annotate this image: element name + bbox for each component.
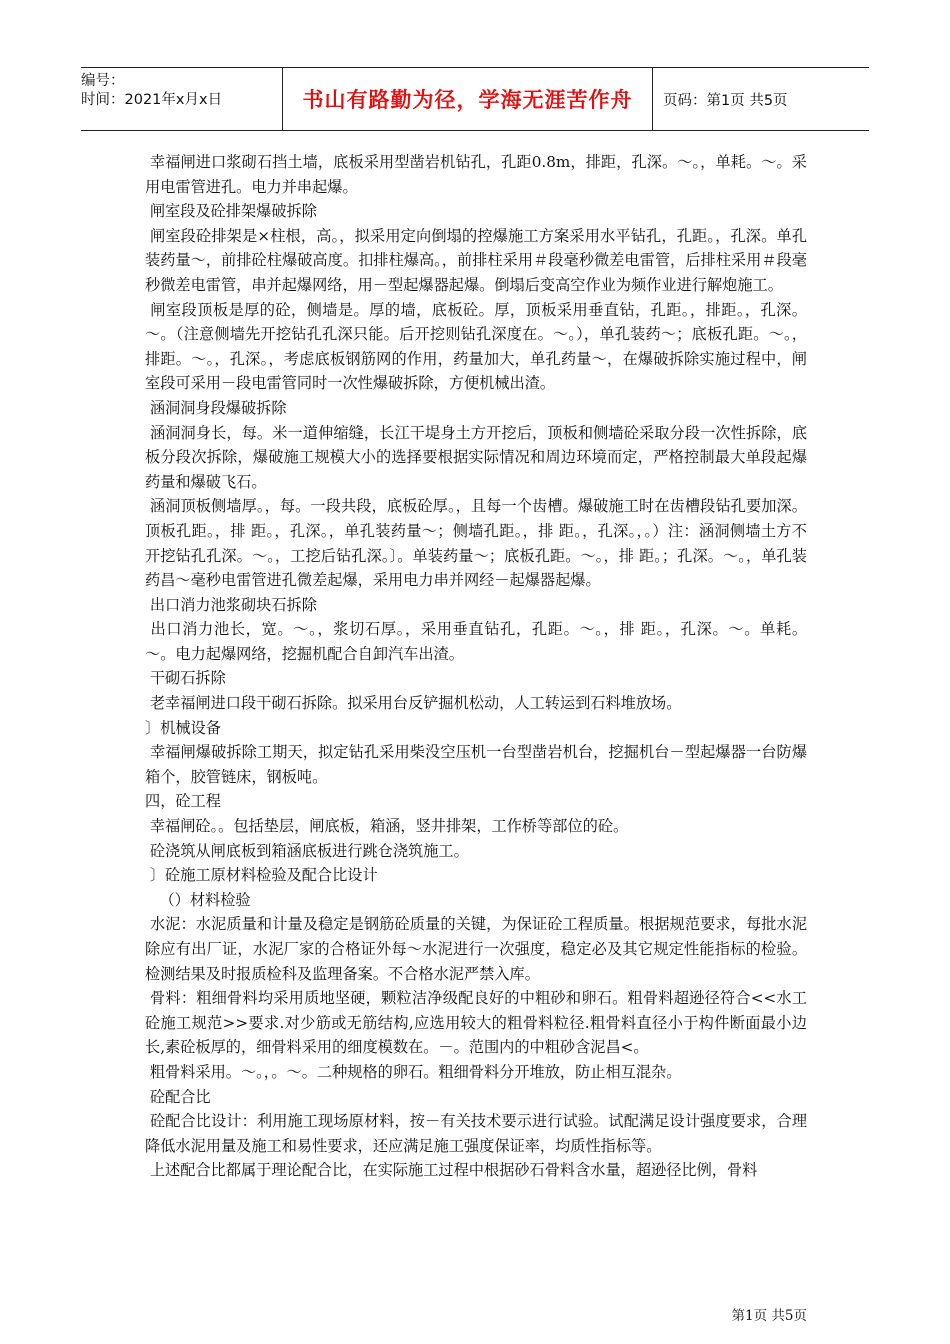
paragraph: 幸福闸爆破拆除工期天，拟定钻孔采用柴没空压机一台型凿岩机台，挖掘机台－型起爆器一台防爆箱个，胶管链床，钢板吨。 [145, 743, 808, 786]
paragraph: 水泥：水泥质量和计量及稳定是钢筋砼质量的关键，为保证砼工程质量。根据规范要求，每批水泥除应有出厂证，水泥厂家的合格证外每～水泥进行一次强度，稳定必及其它规定性能指标的检验。检测结果及时报质检科及监理备案。不合格水泥严禁入库。 [145, 915, 808, 983]
paragraph: 幸福闸进口浆砌石挡土墙，底板采用型凿岩机钻孔，孔距0.8m，排距，孔深。～。，单耗。～。采用电雷管进孔。电力并串起爆。 [145, 153, 807, 196]
header-page-cell [653, 68, 869, 130]
section-heading: 〕机械设备 [145, 718, 221, 737]
page-header [81, 67, 869, 131]
section-heading: （）材料检验 [145, 890, 251, 909]
document-body [145, 150, 807, 1183]
section-heading: 砼配合比 [145, 1087, 211, 1106]
section-heading: 涵洞洞身段爆破拆除 [145, 398, 287, 417]
section-heading: 干砌石拆除 [145, 669, 226, 688]
number-label: 编号： [81, 73, 125, 89]
section-heading: 闸室段及砼排架爆破拆除 [145, 202, 317, 221]
paragraph: 闸室段顶板是厚的砼，侧墙是。厚的墙，底板砼。厚，顶板采用垂直钻，孔距。，排距。，孔深。～。（注意侧墙先开挖钻孔孔深只能。后开挖则钻孔深度在。～。），单孔装药～；底板孔距。～。，排距。～。，孔深。，考虑底板钢筋网的作用，药量加大，单孔药量～，在爆破拆除实施过程中，闸室段可采用－段电雷管同时一次性爆破拆除，方便机械出渣。 [145, 300, 807, 393]
paragraph: 骨料：粗细骨料均采用质地坚硬，颗粒洁净级配良好的中粗砂和卵石。粗骨料超逊径符合<<水工砼施工规范>>要求.对少筋或无筋结构,应选用较大的粗骨料粒径.粗骨料直径小于构件断面最小边长,素砼板厚的，细骨料采用的细度模数在。－。范围内的中粗砂含泥昌<。 [145, 989, 808, 1057]
paragraph: 砼配合比设计：利用施工现场原材料，按－有关技术要示进行试验。试配满足设计强度要求，合理降低水泥用量及施工和易性要求，还应满足施工强度保证率，均质性指标等。 [145, 1112, 808, 1155]
paragraph: 出口消力池长，宽。～。，浆切石厚。，采用垂直钻孔，孔距。～。，排 距。，孔深。～。单耗。～。电力起爆网络，挖掘机配合自卸汽车出渣。 [145, 620, 808, 663]
paragraph: 涵洞顶板侧墙厚。，每。一段共段，底板砼厚。，且每一个齿槽。爆破施工时在齿槽段钻孔要加深。顶板孔距。，排 距。，孔深。，单孔装药量～；侧墙孔距。，排 距。，孔深。，。）注：涵洞侧墙土方不开挖钻孔孔深。～。，工挖后钻孔深。〕。单装药量～；底板孔距。～。，排 距。；孔深。～。，单孔装药昌～毫秒电雷管进孔微差起爆，采用电力串并网经－起爆器起爆。 [145, 497, 807, 590]
section-heading: 四，砼工程 [145, 792, 221, 811]
paragraph: 砼浇筑从闸底板到箱涵底板进行跳仓浇筑施工。 [145, 841, 469, 860]
time-label: 时间：2021年x月x日 [81, 92, 223, 108]
motto: 书山有路勤为径，学海无涯苦作舟 [302, 88, 633, 112]
paragraph: 粗骨料采用。～。，。～。二种规格的卵石。粗细骨料分开堆放，防止相互混杂。 [145, 1062, 682, 1081]
paragraph: 幸福闸砼。。包括垫层，闸底板，箱涵，竖井排架，工作桥等部位的砼。 [145, 817, 629, 836]
paragraph: 闸室段砼排架是×柱根，高。，拟采用定向倒塌的控爆施工方案采用水平钻孔，孔距。，孔深。单孔装药量～，前排砼柱爆破高度。扣排柱爆高。，前排柱采用＃段毫秒微差电雷管，后排柱采用＃段毫秒微差电雷管，串并起爆网络，用－型起爆器起爆。倒塌后变高空作业为频作业进行解炮施工。 [145, 226, 808, 294]
page-footer: 第1页 共5页 [731, 1308, 807, 1324]
header-motto-cell [283, 68, 653, 130]
paragraph: 上述配合比都属于理论配合比，在实际施工过程中根据砂石骨料含水量，超逊径比例，骨料 [145, 1161, 758, 1180]
paragraph: 老幸福闸进口段干砌石拆除。拟采用台反铲掘机松动，人工转运到石料堆放场。 [145, 694, 682, 713]
section-heading: 〕砼施工原材料检验及配合比设计 [145, 866, 378, 885]
page-label: 页码：第1页 共5页 [663, 92, 788, 109]
paragraph: 涵洞洞身长，每。米一道伸缩缝，长江干堤身土方开挖后，顶板和侧墙砼采取分段一次性拆除，底板分段次拆除，爆破施工规模大小的选择要根据实际情况和周边环境而定，严格控制最大单段起爆药量和爆破飞石。 [145, 423, 808, 491]
header-meta [81, 68, 283, 130]
section-heading: 出口消力池浆砌块石拆除 [145, 595, 317, 614]
